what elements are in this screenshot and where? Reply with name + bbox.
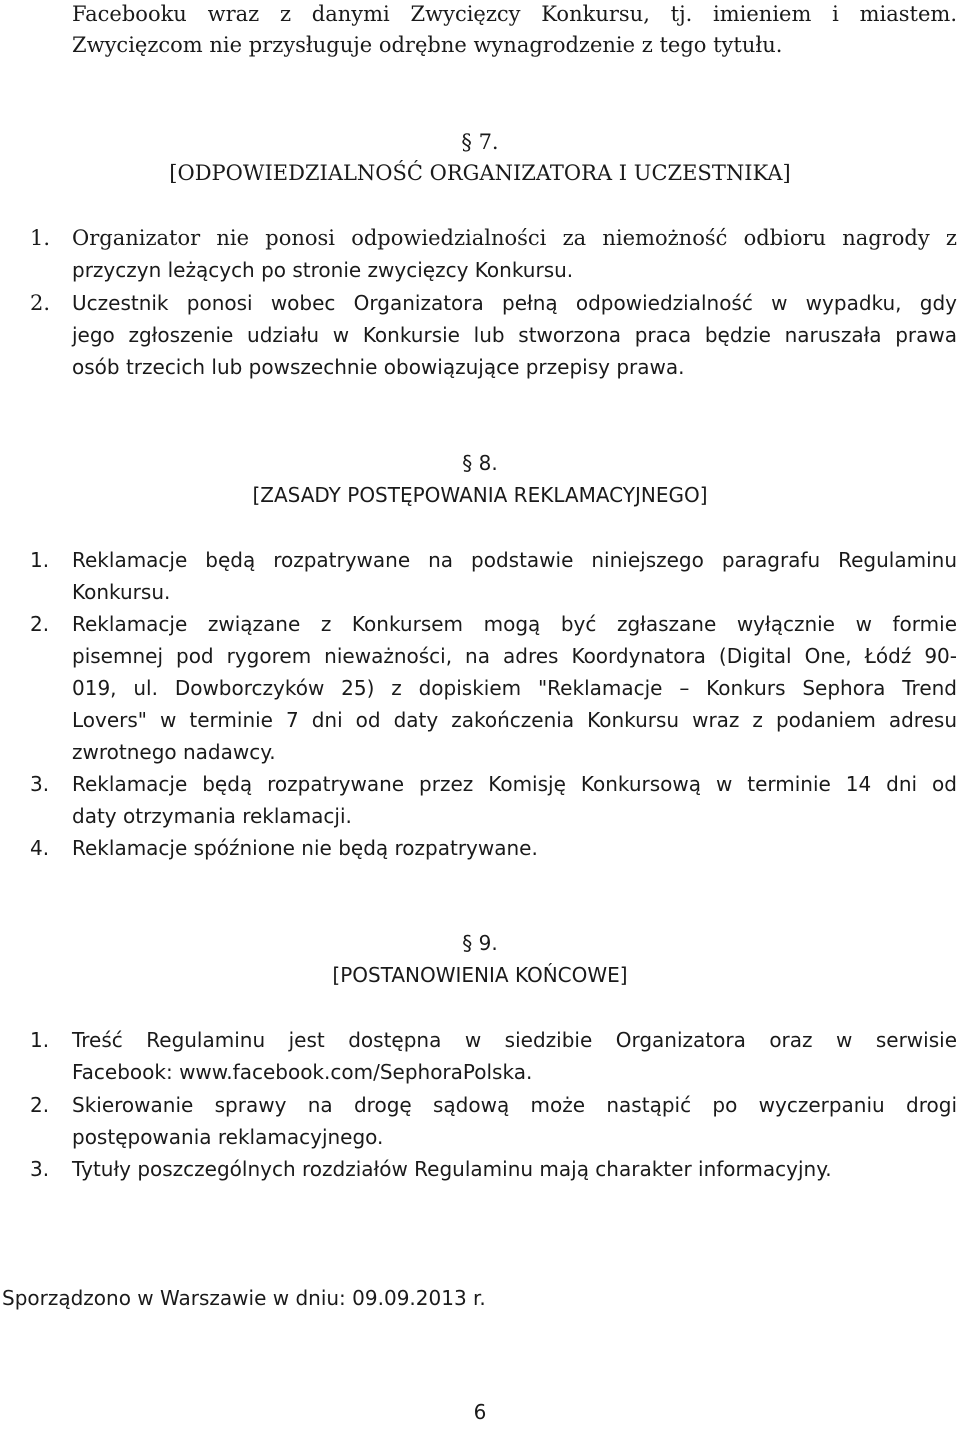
list-item-line: Skierowanie sprawy na drogę sądową może nastąpić po wyczerpaniu drogi bbox=[72, 1093, 957, 1117]
section-number: § 9. bbox=[462, 931, 498, 955]
list-number: 2. bbox=[30, 291, 51, 315]
list-item-line: Tytuły poszczególnych rozdziałów Regulaminu mają charakter informacyjny. bbox=[72, 1157, 832, 1181]
list-item-line: 019, ul. Dowborczyków 25) z dopiskiem "Reklamacje – Konkurs Sephora Trend bbox=[72, 676, 957, 700]
list-item-line: osób trzecich lub powszechnie obowiązujące przepisy prawa. bbox=[72, 355, 685, 379]
list-item-line: Reklamacje będą rozpatrywane na podstawie niniejszego paragrafu Regulaminu bbox=[72, 548, 957, 572]
list-number: 1. bbox=[30, 1028, 50, 1052]
list-item-line: Konkursu. bbox=[72, 580, 171, 604]
list-item-line: Reklamacje będą rozpatrywane przez Komisję Konkursową w terminie 14 dni od bbox=[72, 772, 957, 796]
list-number: 2. bbox=[30, 612, 50, 636]
list-number: 1. bbox=[30, 226, 51, 250]
list-number: 4. bbox=[30, 836, 50, 860]
list-number: 2. bbox=[30, 1093, 50, 1117]
paragraph-line: Facebooku wraz z danymi Zwycięzcy Konkursu, tj. imieniem i miastem. bbox=[72, 2, 957, 26]
list-item-line: Reklamacje spóźnione nie będą rozpatrywane. bbox=[72, 836, 538, 860]
list-number: 3. bbox=[30, 772, 50, 796]
list-item-line: daty otrzymania reklamacji. bbox=[72, 804, 352, 828]
list-item-line: przyczyn leżących po stronie zwycięzcy Konkursu. bbox=[72, 258, 574, 282]
list-item-line: Lovers" w terminie 7 dni od daty zakończenia Konkursu wraz z podaniem adresu bbox=[72, 708, 957, 732]
list-item-line: Reklamacje związane z Konkursem mogą być zgłaszane wyłącznie w formie bbox=[72, 612, 957, 636]
section-number: § 7. bbox=[461, 130, 499, 154]
section-title: [ZASADY POSTĘPOWANIA REKLAMACYJNEGO] bbox=[252, 483, 708, 507]
signature-line: Sporządzono w Warszawie w dniu: 09.09.2013 r. bbox=[2, 1286, 486, 1310]
list-number: 1. bbox=[30, 548, 50, 572]
list-item-line: Treść Regulaminu jest dostępna w siedzibie Organizatora oraz w serwisie bbox=[72, 1028, 957, 1052]
list-number: 3. bbox=[30, 1157, 50, 1181]
section-title: [POSTANOWIENIA KOŃCOWE] bbox=[332, 963, 628, 987]
list-item-line: Uczestnik ponosi wobec Organizatora pełną odpowiedzialność w wypadku, gdy bbox=[72, 291, 957, 315]
list-item-line: pisemnej pod rygorem nieważności, na adres Koordynatora (Digital One, Łódź 90- bbox=[72, 644, 957, 668]
list-item-line: Facebook: www.facebook.com/SephoraPolska. bbox=[72, 1060, 533, 1084]
paragraph-line: Zwycięzcom nie przysługuje odrębne wynagrodzenie z tego tytułu. bbox=[72, 33, 783, 57]
list-item-line: zwrotnego nadawcy. bbox=[72, 740, 276, 764]
page-number: 6 bbox=[473, 1400, 487, 1424]
list-item-line: Organizator nie ponosi odpowiedzialności za niemożność odbioru nagrody z bbox=[72, 226, 957, 250]
list-item-line: jego zgłoszenie udziału w Konkursie lub stworzona praca będzie naruszała prawa bbox=[72, 323, 957, 347]
list-item-line: postępowania reklamacyjnego. bbox=[72, 1125, 384, 1149]
section-number: § 8. bbox=[462, 451, 498, 475]
section-title: [ODPOWIEDZIALNOŚĆ ORGANIZATORA I UCZESTNIKA] bbox=[169, 161, 791, 185]
